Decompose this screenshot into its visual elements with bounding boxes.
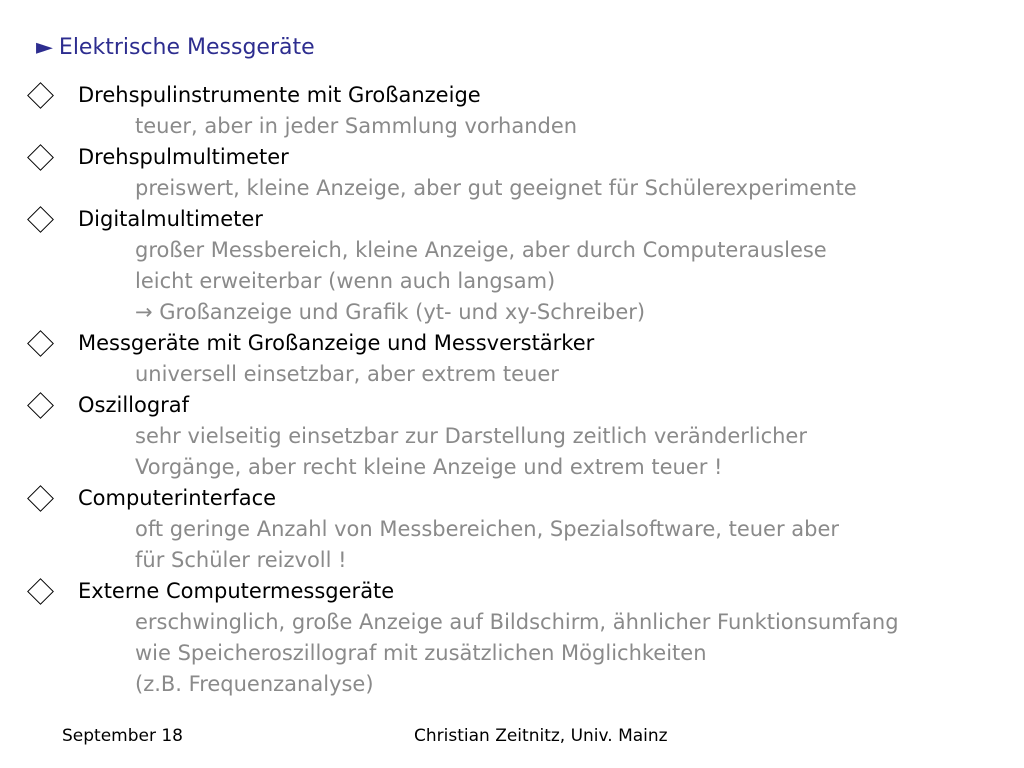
item-heading-text: Oszillograf bbox=[78, 393, 190, 417]
list-item bbox=[0, 142, 1024, 204]
item-heading bbox=[0, 390, 1024, 421]
footer-author: Christian Zeitnitz, Univ. Mainz bbox=[414, 726, 668, 746]
diamond-bullet-icon bbox=[27, 578, 54, 605]
item-description-line: großer Messbereich, kleine Anzeige, aber durch Computerauslese bbox=[135, 238, 827, 262]
item-heading bbox=[0, 483, 1024, 514]
title-arrow-icon: ► bbox=[36, 35, 53, 60]
item-description-line: teuer, aber in jeder Sammlung vorhanden bbox=[135, 114, 578, 138]
item-heading bbox=[0, 576, 1024, 607]
item-description-line: → Großanzeige und Grafik (yt- und xy-Schreiber) bbox=[135, 300, 646, 324]
item-description-line: sehr vielseitig einsetzbar zur Darstellung zeitlich veränderlicher bbox=[135, 424, 807, 448]
diamond-bullet-icon bbox=[27, 485, 54, 512]
item-heading bbox=[0, 204, 1024, 235]
slide-title bbox=[36, 32, 315, 64]
item-description-line: für Schüler reizvoll ! bbox=[135, 548, 347, 572]
diamond-bullet-icon bbox=[27, 330, 54, 357]
footer-date: September 18 bbox=[62, 726, 184, 746]
item-description-line: (z.B. Frequenzanalyse) bbox=[135, 672, 374, 696]
item-description-line: wie Speicheroszillograf mit zusätzlichen Möglichkeiten bbox=[135, 641, 707, 665]
list-item bbox=[0, 204, 1024, 328]
list-item bbox=[0, 483, 1024, 576]
item-heading-text: Externe Computermessgeräte bbox=[78, 579, 395, 603]
diamond-bullet-icon bbox=[27, 144, 54, 171]
item-description-line: oft geringe Anzahl von Messbereichen, Spezialsoftware, teuer aber bbox=[135, 517, 840, 541]
diamond-bullet-icon bbox=[27, 82, 54, 109]
item-heading bbox=[0, 80, 1024, 111]
item-description-line: preiswert, kleine Anzeige, aber gut geeignet für Schülerexperimente bbox=[135, 176, 857, 200]
item-heading-text: Digitalmultimeter bbox=[78, 207, 263, 231]
item-description-line: leicht erweiterbar (wenn auch langsam) bbox=[135, 269, 556, 293]
item-heading bbox=[0, 142, 1024, 173]
item-heading-text: Drehspulmultimeter bbox=[78, 145, 289, 169]
item-heading bbox=[0, 328, 1024, 359]
item-description-line: Vorgänge, aber recht kleine Anzeige und extrem teuer ! bbox=[135, 455, 723, 479]
diamond-bullet-icon bbox=[27, 206, 54, 233]
item-description-line: erschwinglich, große Anzeige auf Bildschirm, ähnlicher Funktionsumfang bbox=[135, 610, 899, 634]
list-item bbox=[0, 328, 1024, 390]
item-description-line: universell einsetzbar, aber extrem teuer bbox=[135, 362, 559, 386]
diamond-bullet-icon bbox=[27, 392, 54, 419]
item-heading-text: Messgeräte mit Großanzeige und Messverstärker bbox=[78, 331, 595, 355]
slide-title-text: Elektrische Messgeräte bbox=[58, 35, 315, 60]
item-heading-text: Drehspulinstrumente mit Großanzeige bbox=[78, 83, 481, 107]
bullet-list bbox=[0, 80, 1024, 700]
list-item bbox=[0, 80, 1024, 142]
list-item bbox=[0, 576, 1024, 700]
list-item bbox=[0, 390, 1024, 483]
item-heading-text: Computerinterface bbox=[78, 486, 277, 510]
